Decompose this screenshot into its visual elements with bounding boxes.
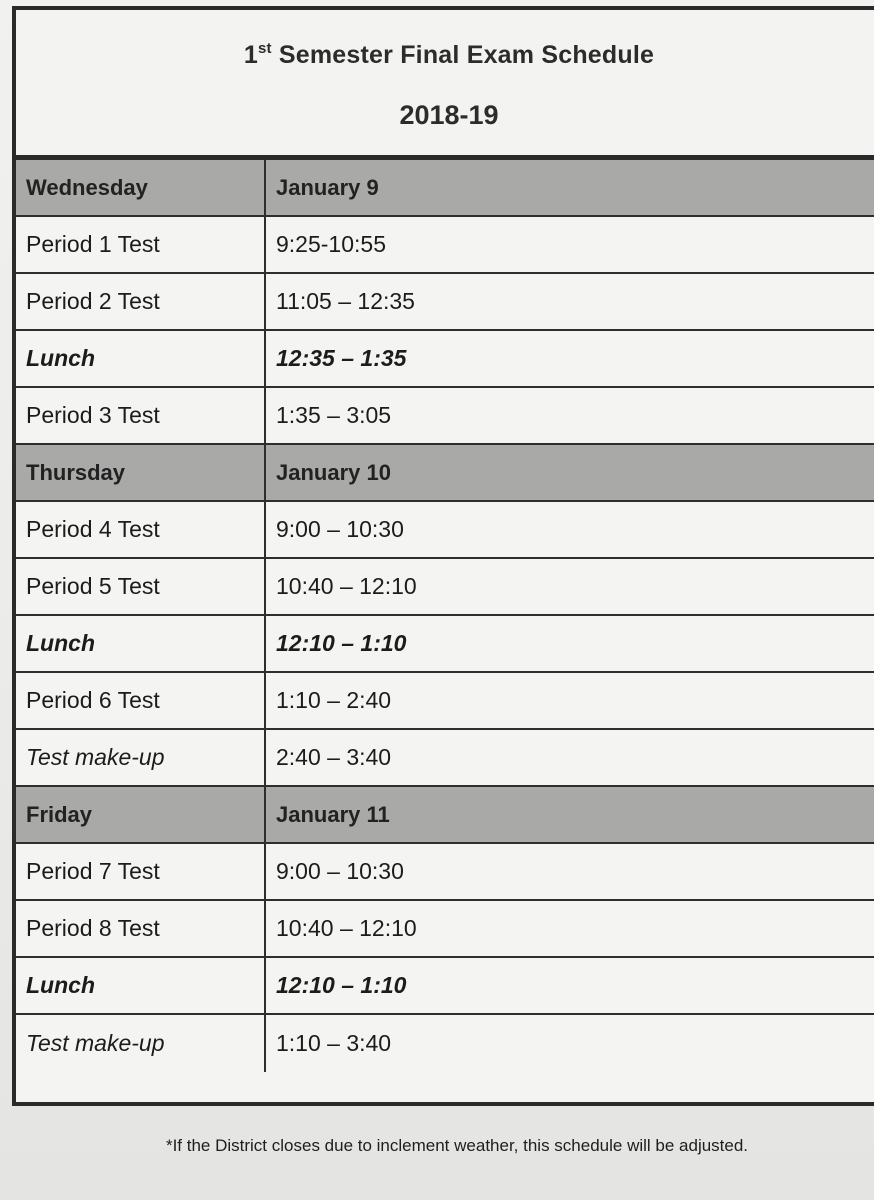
test-row: [16, 901, 874, 958]
session-label: Test make-up: [16, 730, 266, 785]
session-time: 2:40 – 3:40: [276, 744, 392, 770]
session-label: Period 3 Test: [16, 388, 266, 443]
session-time: 9:25-10:55: [276, 231, 386, 257]
day-name: Thursday: [16, 445, 266, 500]
lunch-row: [16, 958, 874, 1015]
title-prefix: 1: [243, 41, 258, 69]
session-time: 1:10 – 3:40: [276, 1030, 392, 1056]
day-header-row: [16, 160, 874, 217]
test-row: [16, 673, 874, 730]
makeup-row: [16, 730, 874, 787]
session-label: Period 1 Test: [16, 217, 266, 272]
session-time: 9:00 – 10:30: [276, 516, 404, 542]
session-label: Lunch: [16, 331, 266, 386]
test-row: [16, 502, 874, 559]
session-label: Period 5 Test: [16, 559, 266, 614]
schedule-rows: [16, 160, 874, 1072]
session-time: 12:10 – 1:10: [276, 630, 407, 656]
day-name: Friday: [16, 787, 266, 842]
schedule-title: [244, 40, 654, 70]
title-block: [16, 10, 874, 160]
session-label: Period 4 Test: [16, 502, 266, 557]
test-row: [16, 388, 874, 445]
schedule-table: [12, 6, 874, 1106]
session-time: 1:10 – 2:40: [276, 687, 392, 713]
session-time: 1:35 – 3:05: [276, 402, 392, 428]
day-date: January 9: [276, 174, 379, 200]
title-superscript: st: [258, 40, 272, 57]
day-header-row: [16, 787, 874, 844]
session-label: Lunch: [16, 616, 266, 671]
session-label: Test make-up: [16, 1015, 266, 1072]
session-time: 12:35 – 1:35: [276, 345, 407, 371]
test-row: [16, 274, 874, 331]
day-header-row: [16, 445, 874, 502]
day-date: January 10: [276, 459, 391, 485]
session-label: Period 7 Test: [16, 844, 266, 899]
day-name: Wednesday: [16, 160, 266, 215]
session-time: 9:00 – 10:30: [276, 858, 404, 884]
title-text: Semester Final Exam Schedule: [271, 41, 655, 69]
session-time: 10:40 – 12:10: [276, 915, 417, 941]
session-time: 11:05 – 12:35: [276, 288, 415, 314]
session-label: Period 6 Test: [16, 673, 266, 728]
lunch-row: [16, 616, 874, 673]
session-label: Period 2 Test: [16, 274, 266, 329]
session-label: Period 8 Test: [16, 901, 266, 956]
session-time: 10:40 – 12:10: [276, 573, 417, 599]
makeup-row: [16, 1015, 874, 1072]
lunch-row: [16, 331, 874, 388]
footnote: *If the District closes due to inclement weather, this schedule will be adjusted.: [165, 1136, 749, 1155]
test-row: [16, 217, 874, 274]
test-row: [16, 844, 874, 901]
school-year: 2018-19: [399, 100, 499, 130]
session-label: Lunch: [16, 958, 266, 1013]
session-time: 12:10 – 1:10: [276, 972, 407, 998]
day-date: January 11: [276, 801, 390, 827]
test-row: [16, 559, 874, 616]
